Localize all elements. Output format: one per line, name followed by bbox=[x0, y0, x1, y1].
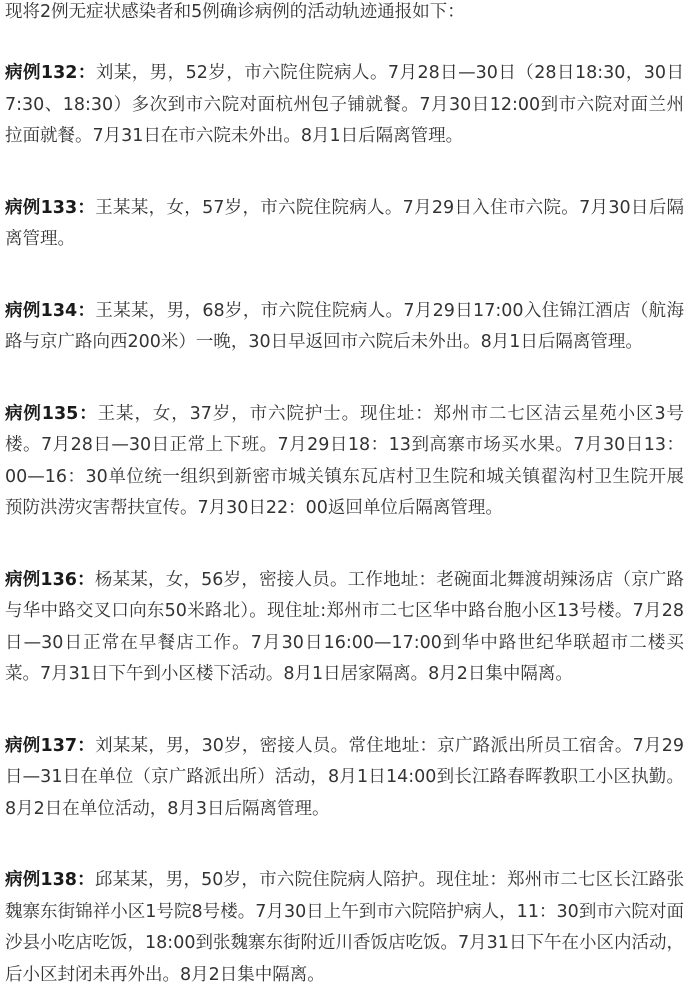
case-paragraph-137 bbox=[5, 731, 684, 826]
case-paragraph-134 bbox=[5, 296, 684, 359]
case-paragraph-136 bbox=[5, 565, 684, 691]
case-text: 王某某，女，57岁，市六院住院病人。7月29日入住市六院。7月30日后隔离管理。 bbox=[5, 197, 685, 249]
case-text: 杨某某，女，56岁，密接人员。工作地址：老碗面北舞渡胡辣汤店（京广路与华中路交叉口向东50米路北）。现住址:郑州市二七区华中路台胞小区13号楼。7月28日—30日正常在早餐店工作。7月30日16:00—17:00到华中路世纪华联超市二楼买菜。7月31日下午到小区楼下活动。8月1日居家隔离。8月2日集中隔离。 bbox=[5, 569, 685, 684]
case-label: 病例132： bbox=[5, 63, 96, 83]
case-label: 病例133： bbox=[5, 197, 96, 218]
case-text: 王某某，男，68岁，市六院住院病人。7月29日17:00入住锦江酒店（航海路与京广路向西200米）一晚，30日早返回市六院后未外出。8月1日后隔离管理。 bbox=[5, 300, 684, 352]
case-label: 病例135： bbox=[5, 403, 98, 424]
case-text: 王某，女，37岁，市六院护士。现住址：郑州市二七区洁云星苑小区3号楼。7月28日—30日正常上下班。7月29日18：13到高寨市场买水果。7月30日13：00—16：30单位统一组织到新密市城关镇东瓦店村卫生院和城关镇翟沟村卫生院开展预防洪涝灾害帮扶宣传。7月30日22：00返回单位后隔离管理。 bbox=[5, 403, 684, 518]
case-label: 病例134： bbox=[5, 300, 96, 321]
case-text: 刘某，男，52岁，市六院住院病人。7月28日—30日（28日18:30，30日7:30、18:30）多次到市六院对面杭州包子铺就餐。7月30日12:00到市六院对面兰州拉面就餐。7月31日在市六院未外出。8月1日后隔离管理。 bbox=[5, 63, 685, 146]
case-label: 病例136： bbox=[5, 569, 95, 590]
case-paragraph-133 bbox=[5, 193, 684, 256]
case-paragraph-135 bbox=[5, 399, 684, 525]
intro-text: 现将2例无症状感染者和5例确诊病例的活动轨迹通报如下： bbox=[5, 2, 465, 22]
document-body bbox=[0, 1, 688, 991]
case-paragraph-132 bbox=[5, 58, 684, 153]
case-text: 刘某某，男，30岁，密接人员。常住地址：京广路派出所员工宿舍。7月29日—31日在单位（京广路派出所）活动，8月1日14:00到长江路春晖教职工小区执勤。8月2日在单位活动，8月3日后隔离管理。 bbox=[5, 735, 684, 819]
case-label: 病例137： bbox=[5, 735, 96, 756]
case-label: 病例138： bbox=[5, 870, 95, 890]
case-text: 邱某某，男，50岁，市六院住院病人陪护。现住址：郑州市二七区长江路张魏寨东街锦祥小区1号院8号楼。7月30日上午到市六院陪护病人，11：30到市六院对面沙县小吃店吃饭，18:00到张魏寨东街附近川香饭店吃饭。7月31日下午在小区内活动，后小区封闭未再外出。8月2日集中隔离。 bbox=[5, 870, 685, 985]
case-paragraph-138 bbox=[5, 865, 684, 991]
